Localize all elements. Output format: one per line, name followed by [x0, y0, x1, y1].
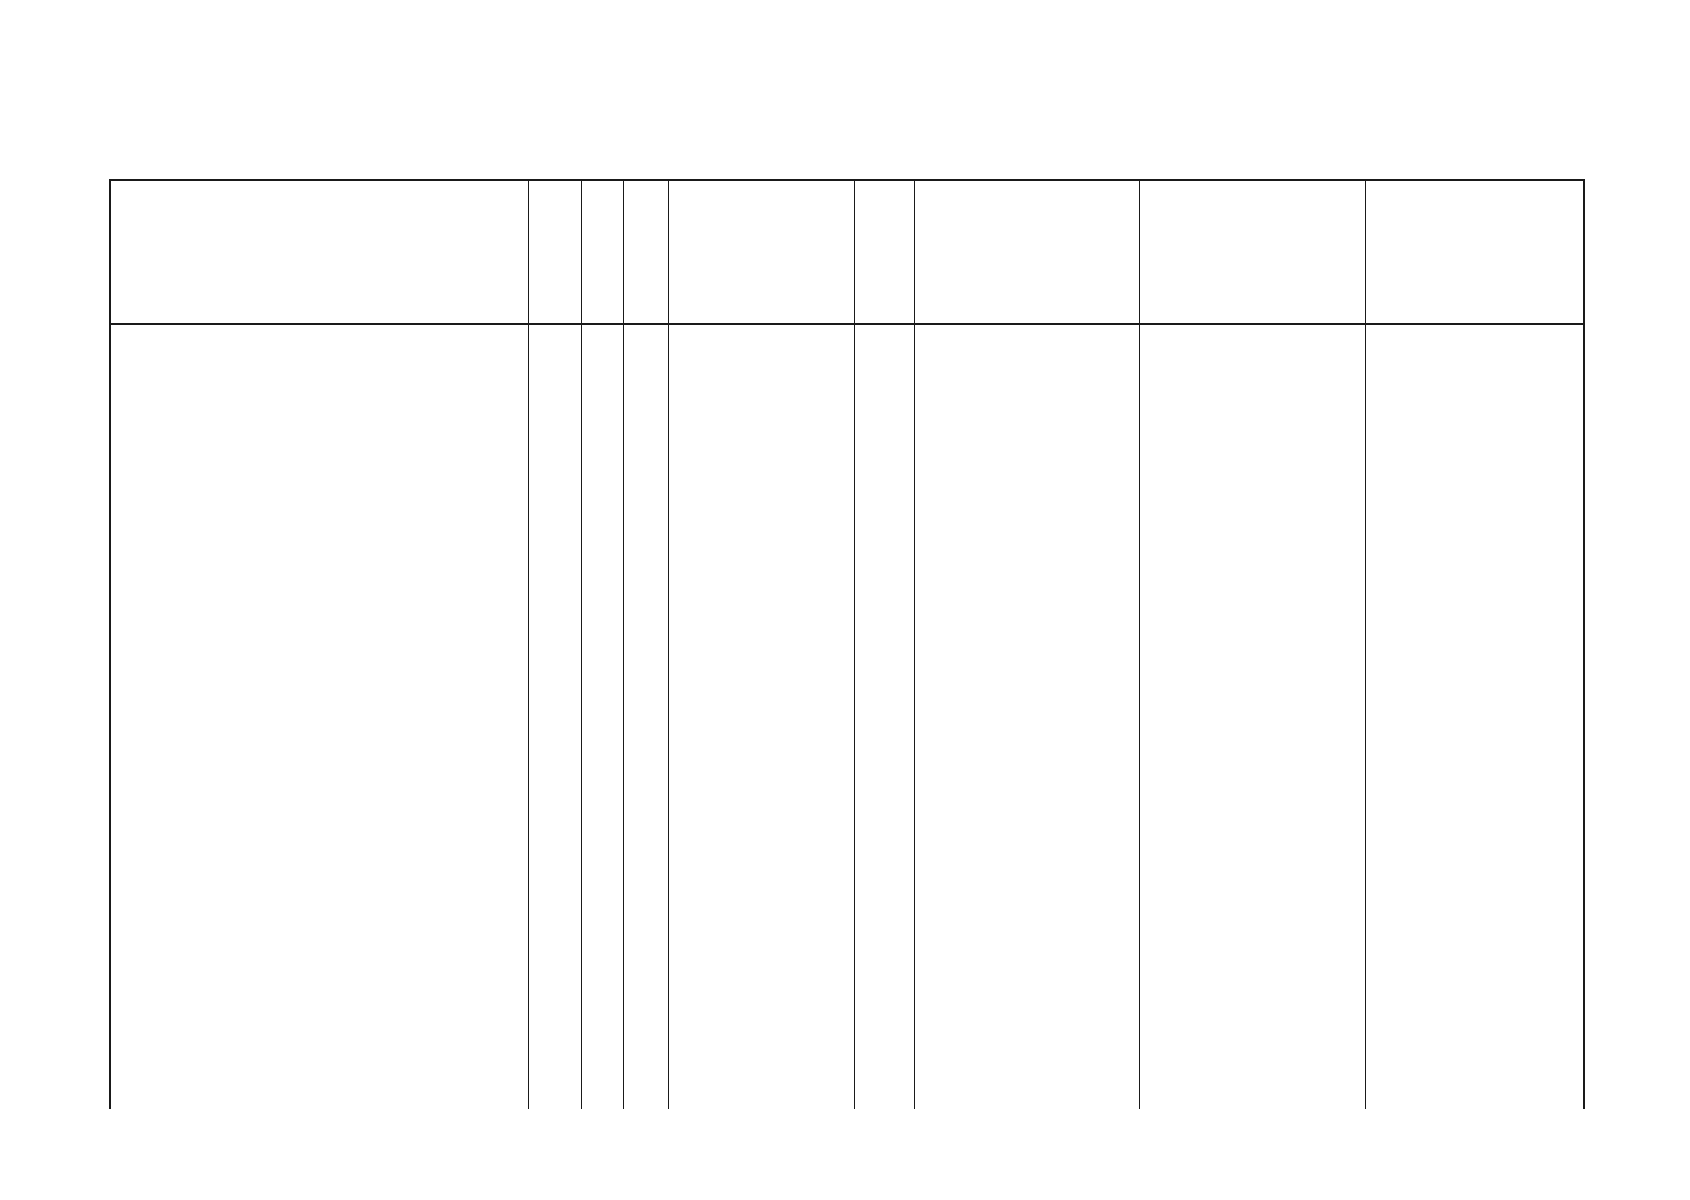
header-2027: [1365, 181, 1585, 323]
header-celevaya: [668, 181, 854, 323]
header-separator: [111, 323, 1583, 325]
header-razdel: [581, 181, 623, 323]
header-vedomstvo: [528, 181, 581, 323]
header-2026: [1139, 181, 1365, 323]
budget-table: [109, 179, 1585, 1109]
header-name: [111, 181, 528, 323]
header-gruppa: [854, 181, 914, 323]
header-2025: [914, 181, 1139, 323]
header-podrazdel: [623, 181, 668, 323]
